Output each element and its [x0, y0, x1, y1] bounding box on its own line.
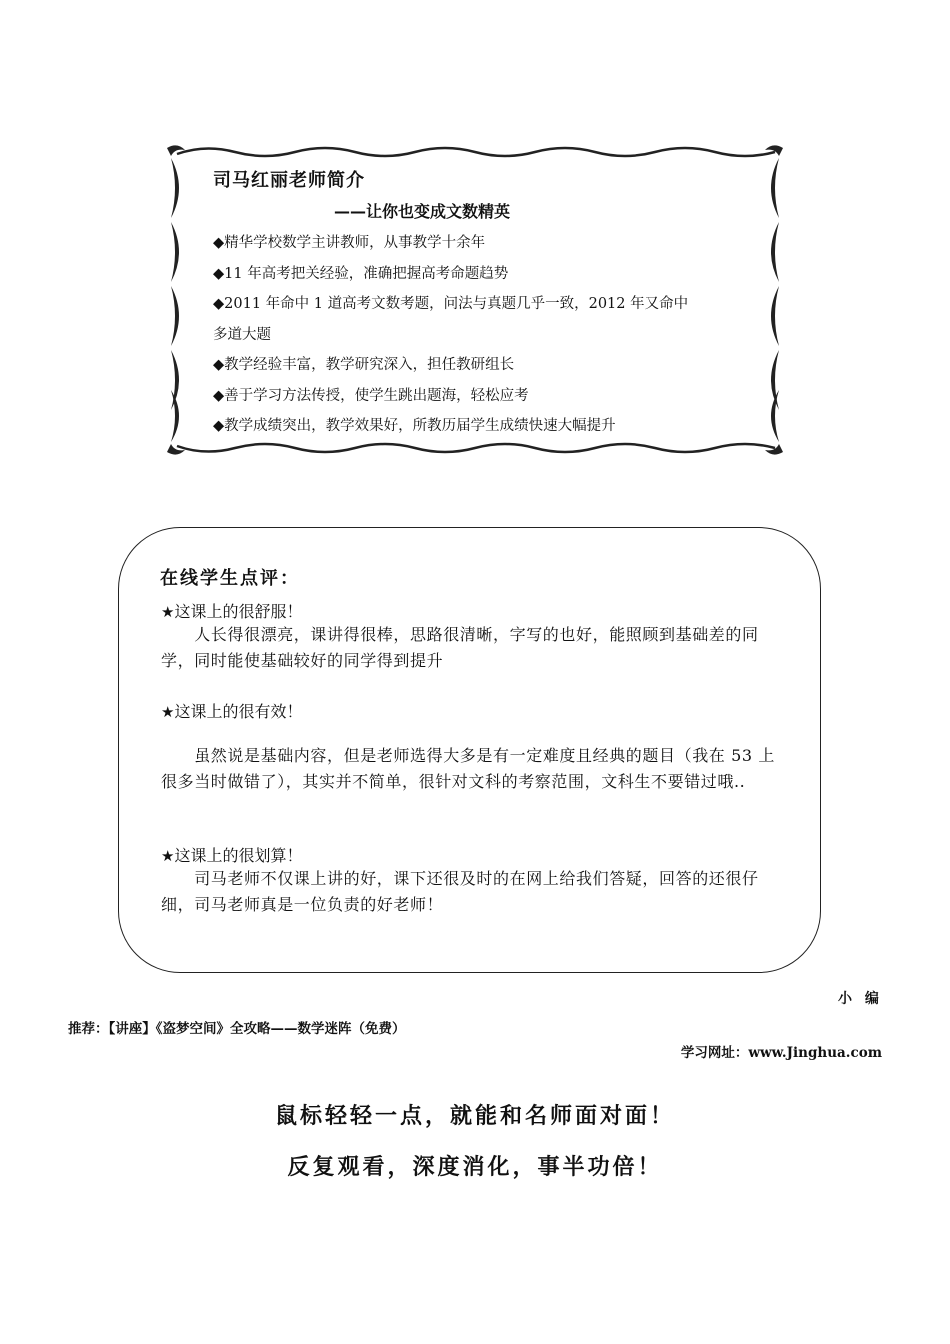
review-title	[161, 599, 302, 622]
intro-item: ◆善于学习方法传授，使学生跳出题海，轻松应考	[213, 387, 529, 404]
intro-item: 多道大题	[213, 326, 271, 343]
intro-item: ◆精华学校数学主讲教师，从事教学十余年	[213, 235, 486, 251]
review-body: 虽然说是基础内容，但是老师选得大多是有一定难度且经典的题目（我在 53 上很多当时做错了），其实并不简单，很针对文科的考察范围，文科生不要错过哦..	[161, 746, 775, 791]
review-title-text: 这课上的很划算！	[174, 846, 303, 865]
review-title-text: 这课上的很舒服！	[174, 602, 303, 621]
star-icon: ★	[161, 703, 175, 721]
star-icon: ★	[161, 603, 175, 621]
intro-list	[213, 228, 748, 442]
review-body: 司马老师不仅课上讲的好，课下还很及时的在网上给我们答疑，回答的还很仔细，司马老师真是一位负责的好老师！	[161, 869, 759, 914]
review-heading: 在线学生点评：	[160, 568, 300, 589]
intro-title: 司马红丽老师简介	[213, 170, 365, 191]
intro-item: ◆教学成绩突出，教学效果好，所教历届学生成绩快速大幅提升	[213, 418, 616, 434]
intro-item: ◆教学经验丰富，教学研究深入，担任教研组长	[213, 357, 515, 373]
editor-signature: 小 编	[838, 991, 879, 1007]
intro-item: ◆2011 年命中 1 道高考文数考题，问法与真题几乎一致，2012 年又命中	[213, 296, 689, 312]
intro-subtitle: ——让你也变成文数精英	[334, 202, 511, 221]
slogan-line-2: 反复观看，深度消化，事半功倍！	[287, 1155, 663, 1180]
review-title	[161, 843, 302, 866]
intro-item: ◆11 年高考把关经验，准确把握高考命题趋势	[213, 265, 509, 282]
review-title-text: 这课上的很有效！	[174, 702, 303, 721]
review-body: 人长得很漂亮，课讲得很棒，思路很清晰，字写的也好，能照顾到基础差的同学，同时能使基础较好的同学得到提升	[161, 625, 759, 670]
slogan-line-1: 鼠标轻轻一点，就能和名师面对面！	[274, 1104, 675, 1129]
website-link[interactable]: 学习网址：www.Jinghua.com	[680, 1045, 882, 1061]
star-icon: ★	[161, 847, 175, 865]
recommend-link[interactable]: 推荐：【讲座】《盗梦空间》全攻略——数学迷阵（免费）	[68, 1021, 406, 1037]
review-title	[161, 699, 302, 722]
